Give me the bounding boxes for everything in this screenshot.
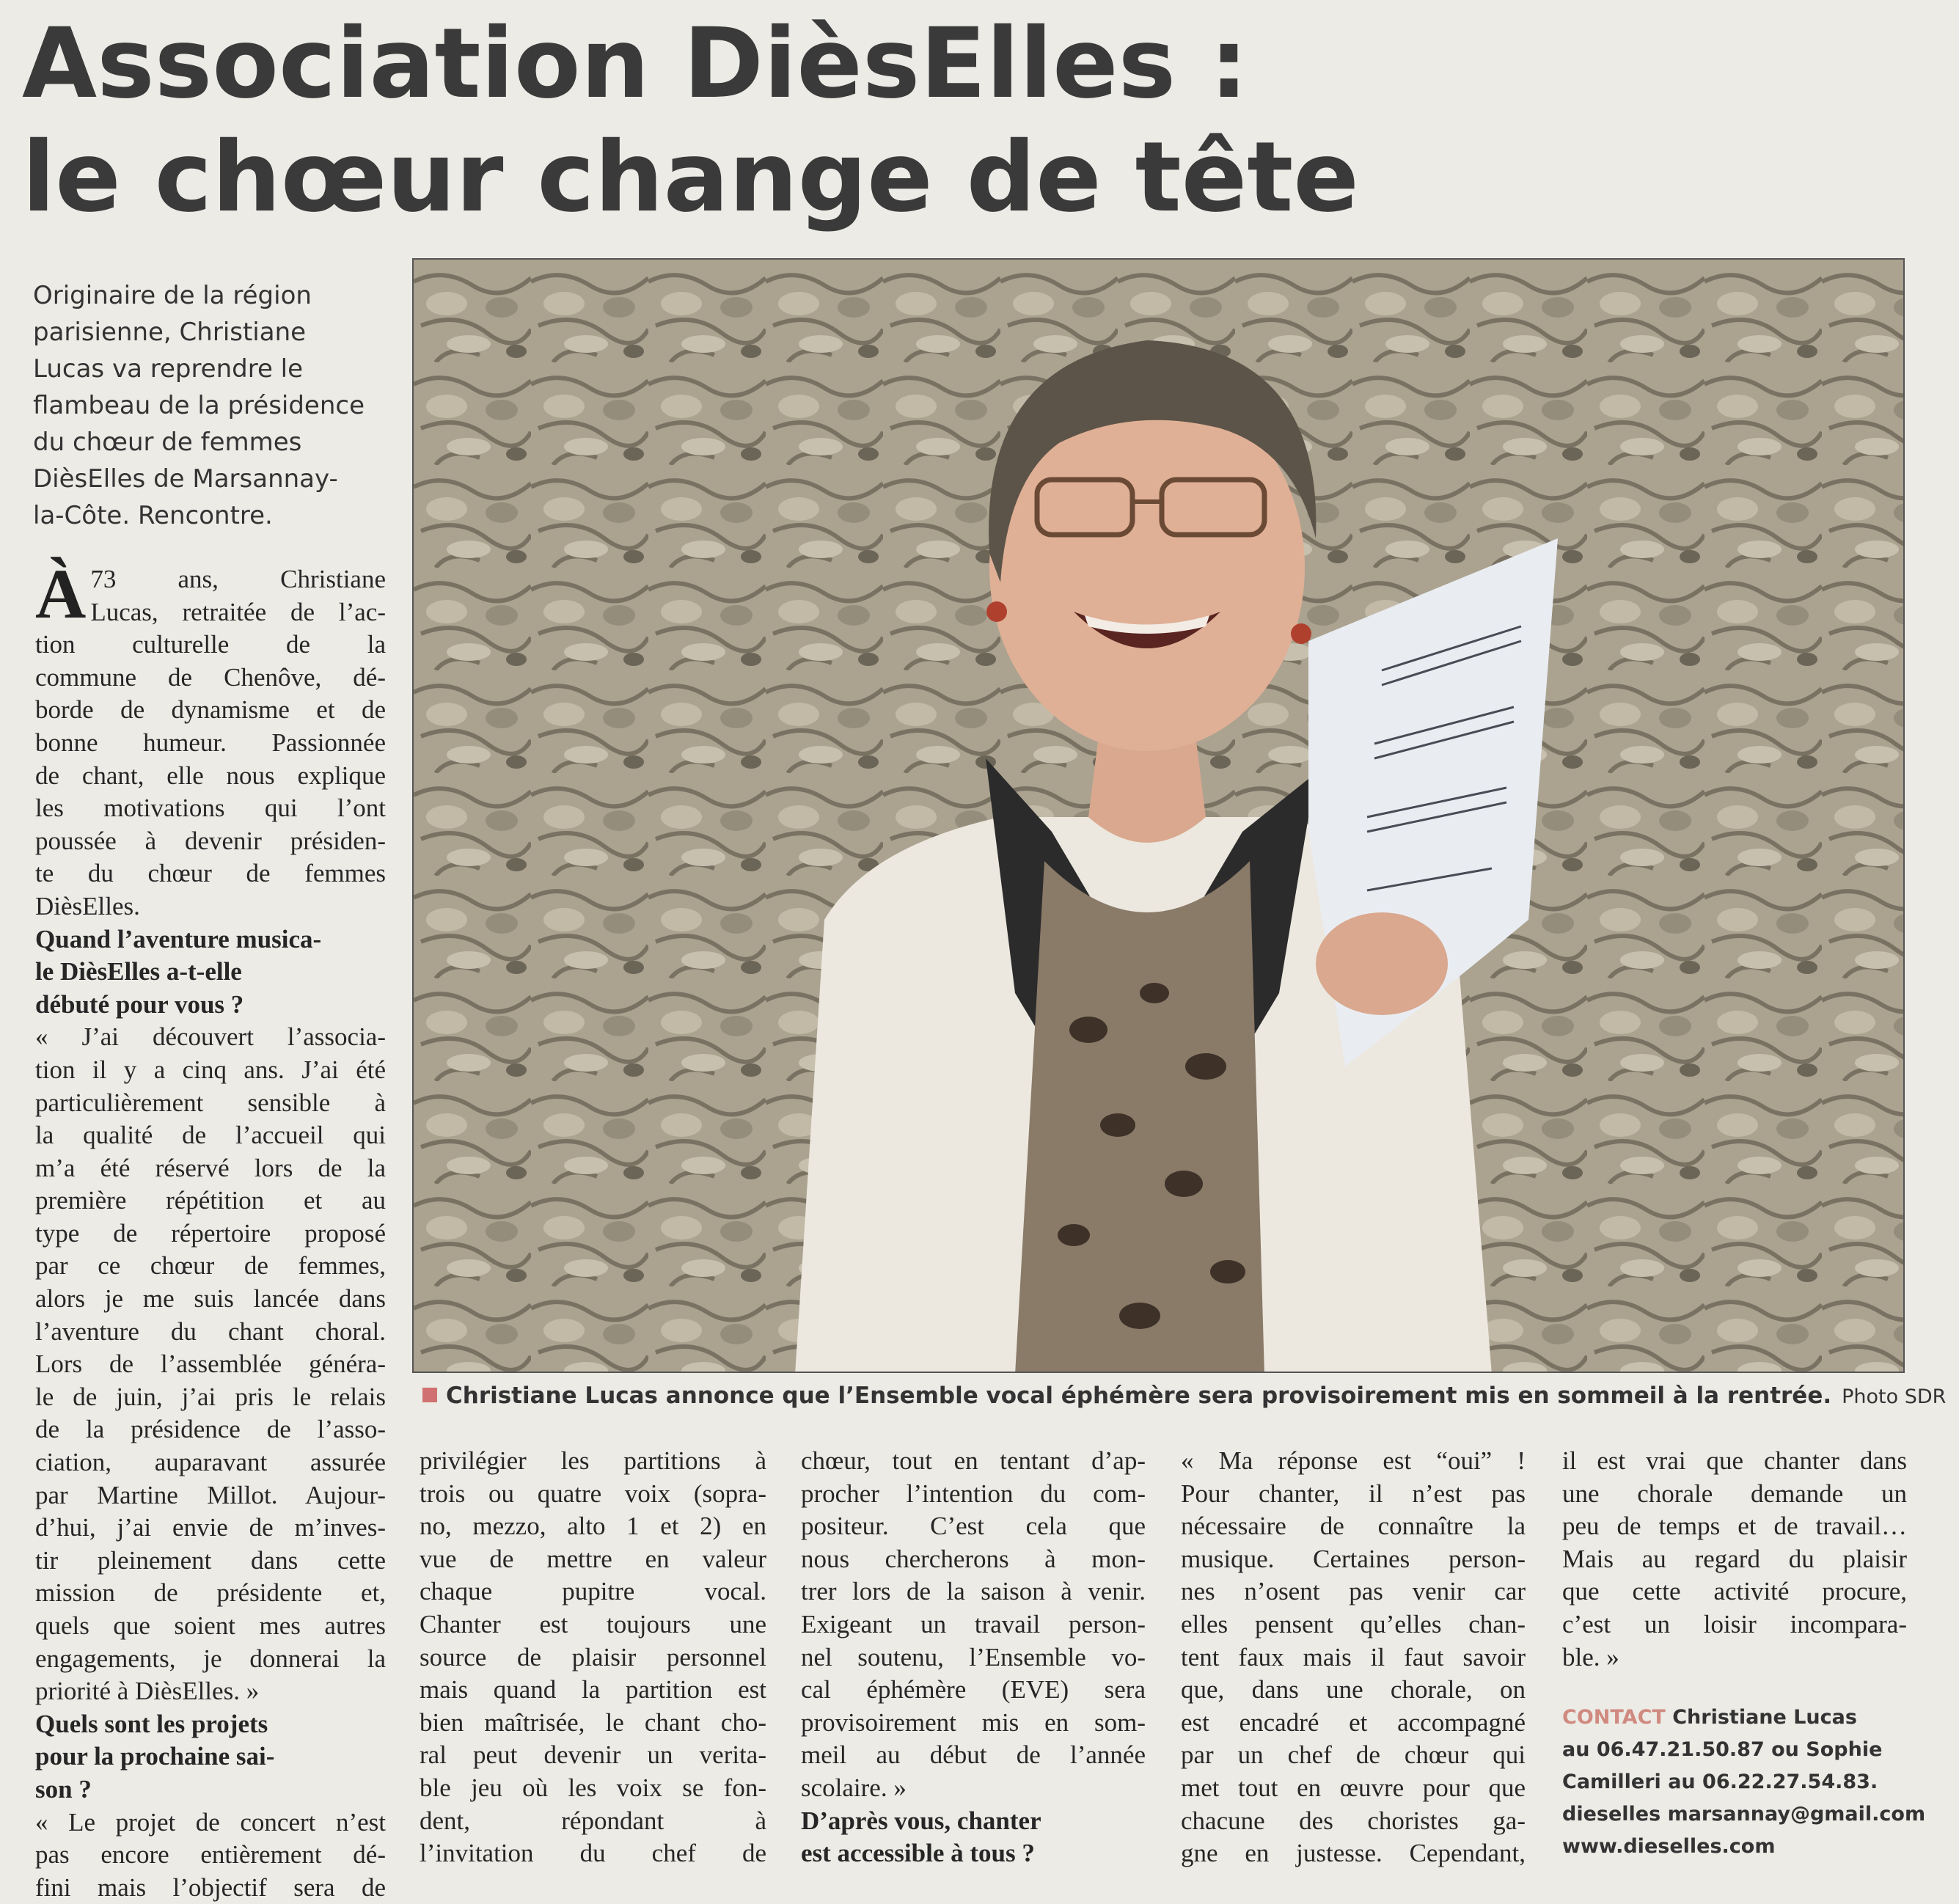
photo-credit: Photo SDR — [1842, 1385, 1947, 1408]
body-line: priorité à DièsElles. » — [35, 1677, 260, 1706]
headline-line-1: Association DièsElles : — [22, 7, 1248, 120]
article-column-5 — [1562, 1445, 1907, 1674]
contact-label: CONTACT — [1562, 1706, 1666, 1729]
body-line: bien maîtrisée, le chant cho- — [420, 1707, 766, 1737]
contact-phone-line: Camilleri au 06.22.27.54.83. — [1562, 1771, 1878, 1793]
body-line: Lors de l’assemblée généra- — [35, 1350, 386, 1379]
article-column-4 — [1181, 1445, 1526, 1870]
body-line: te du chœur de femmes — [35, 859, 386, 888]
article-photo — [412, 258, 1905, 1373]
dropcap: À — [35, 554, 87, 633]
body-line: nécessaire de connaître la — [1181, 1512, 1526, 1541]
portrait-illustration — [414, 260, 1905, 1373]
body-line: musique. Certaines person- — [1181, 1544, 1526, 1573]
body-line: commune de Chenôve, dé- — [35, 662, 386, 692]
body-line: particulièrement sensible à — [35, 1088, 386, 1117]
body-line: de chant, elle nous explique — [35, 761, 386, 790]
body-line: les motivations qui l’ont — [35, 794, 386, 823]
body-line: trois ou quatre voix (sopra- — [420, 1479, 766, 1508]
body-line: 73 ans, Christiane — [90, 565, 386, 593]
body-line: Mais au regard du plaisir — [1562, 1544, 1907, 1573]
body-line: Lucas, retraitée de l’ac- — [90, 597, 386, 626]
body-line: elles pensent qu’elles chan- — [1181, 1609, 1526, 1638]
body-line: ble. » — [1562, 1642, 1619, 1672]
lede-line: parisienne, Christiane — [33, 318, 307, 347]
body-line: quels que soient mes autres — [35, 1611, 386, 1640]
article-column-3 — [801, 1445, 1146, 1870]
body-line: procher l’intention du com- — [801, 1479, 1146, 1508]
interview-question: D’après vous, chanter — [801, 1806, 1041, 1835]
body-line: scolaire. » — [801, 1773, 907, 1802]
lede-line: Originaire de la région — [33, 281, 312, 310]
lede-line: la-Côte. Rencontre. — [33, 501, 273, 530]
interview-question: le DièsElles a-t-elle — [35, 957, 242, 986]
lede-line: du chœur de femmes — [33, 428, 302, 457]
body-line: « J’ai découvert l’associa- — [35, 1022, 386, 1052]
body-line: que cette activité procure, — [1562, 1577, 1907, 1606]
body-line: nous chercherons à mon- — [801, 1544, 1146, 1573]
body-line: l’invitation du chef de — [420, 1839, 766, 1868]
body-line: ciation, auparavant assurée — [35, 1448, 386, 1477]
body-line: DièsElles. — [35, 891, 140, 920]
body-line: nes n’osent pas venir car — [1181, 1577, 1526, 1606]
body-line: poussée à devenir présiden- — [35, 826, 386, 855]
body-line: engagements, je donnerai la — [35, 1644, 386, 1673]
body-line: tion culturelle de la — [35, 630, 386, 659]
contact-name: Christiane Lucas — [1672, 1706, 1857, 1729]
interview-question: Quand l’aventure musica- — [35, 924, 322, 953]
body-line: ral peut devenir un verita- — [420, 1740, 766, 1770]
headline-line-2: le chœur change de tête — [22, 121, 1359, 234]
body-line: première répétition et au — [35, 1186, 386, 1215]
body-line: chœur, tout en tentant d’ap- — [801, 1446, 1146, 1475]
body-line: le de juin, j’ai pris le relais — [35, 1382, 386, 1411]
body-line: par un chef de chœur qui — [1181, 1740, 1526, 1770]
body-line: borde de dynamisme et de — [35, 695, 386, 725]
body-line: met tout en œuvre pour que — [1181, 1773, 1526, 1802]
body-line: que, dans une chorale, on — [1181, 1675, 1526, 1705]
body-line: Pour chanter, il n’est pas — [1181, 1479, 1526, 1508]
body-line: par Martine Millot. Aujour- — [35, 1480, 386, 1509]
body-line: « Ma réponse est “oui” ! — [1181, 1446, 1526, 1475]
interview-question: son ? — [35, 1774, 92, 1804]
contact-email[interactable]: dieselles marsannay@gmail.com — [1562, 1803, 1926, 1826]
caption-marker — [422, 1388, 437, 1402]
contact-line — [1562, 1702, 1907, 1734]
body-line: no, mezzo, alto 1 et 2) en — [420, 1512, 766, 1541]
body-line: par ce chœur de femmes, — [35, 1251, 386, 1281]
body-line: ble jeu où les voix se fon- — [420, 1773, 766, 1802]
body-line: gne en justesse. Cependant, — [1181, 1839, 1526, 1868]
body-line: positeur. C’est cela que — [801, 1512, 1146, 1541]
body-line: m’a été réservé lors de la — [35, 1153, 386, 1182]
interview-question: est accessible à tous ? — [801, 1839, 1035, 1868]
interview-question: Quels sont les projets — [35, 1709, 268, 1738]
body-line: d’hui, j’ai envie de m’inves- — [35, 1513, 386, 1542]
article-headline — [22, 7, 1929, 235]
body-line: meil au début de l’année — [801, 1740, 1146, 1770]
body-line: vue de mettre en valeur — [420, 1544, 766, 1573]
contact-website[interactable]: www.dieselles.com — [1562, 1835, 1776, 1858]
lede-line: Lucas va reprendre le — [33, 354, 304, 384]
body-line: nel soutenu, l’Ensemble vo- — [801, 1642, 1146, 1672]
photo-caption — [422, 1383, 1947, 1409]
body-line: bonne humeur. Passionnée — [35, 728, 386, 757]
body-line: mais quand la partition est — [420, 1675, 766, 1705]
lede-line: flambeau de la présidence — [33, 391, 365, 420]
lede-line: DièsElles de Marsannay- — [33, 464, 338, 494]
contact-phone-line: au 06.47.21.50.87 ou Sophie — [1562, 1738, 1883, 1761]
body-line: privilégier les partitions à — [420, 1446, 766, 1475]
body-line: de la présidence de l’asso- — [35, 1415, 386, 1444]
body-line: Chanter est toujours une — [420, 1609, 766, 1638]
body-line: une chorale demande un — [1562, 1479, 1907, 1508]
body-line: cal éphémère (EVE) sera — [801, 1675, 1146, 1705]
body-line: dent, répondant à — [420, 1806, 766, 1835]
article-column-1 — [35, 554, 386, 1904]
caption-text: Christiane Lucas annonce que l’Ensemble vocal éphémère sera provisoirement mis en sommeil à la rentrée. — [446, 1383, 1832, 1409]
body-line: la qualité de l’accueil qui — [35, 1121, 386, 1150]
body-line: source de plaisir personnel — [420, 1642, 766, 1672]
body-line: chacune des choristes ga- — [1181, 1806, 1526, 1835]
body-line: fini mais l’objectif sera de — [35, 1872, 386, 1902]
article-column-2 — [420, 1445, 766, 1870]
article-lede — [33, 277, 385, 534]
body-line: tion il y a cinq ans. J’ai été — [35, 1055, 386, 1084]
body-line: mission de présidente et, — [35, 1578, 386, 1608]
body-line: pas encore entièrement dé- — [35, 1840, 386, 1870]
body-line: il est vrai que chanter dans — [1562, 1446, 1907, 1475]
body-line: l’aventure du chant choral. — [35, 1317, 386, 1346]
body-line: alors je me suis lancée dans — [35, 1284, 386, 1314]
interview-question: pour la prochaine sai- — [35, 1742, 275, 1771]
body-line: Exigeant un travail person- — [801, 1609, 1146, 1638]
interview-question: débuté pour vous ? — [35, 989, 244, 1019]
body-line: trer lors de la saison à venir. — [801, 1577, 1146, 1606]
body-line: peu de temps et de travail… — [1562, 1512, 1907, 1541]
body-line: est encadré et accompagné — [1181, 1707, 1526, 1737]
contact-box — [1562, 1702, 1926, 1863]
body-line: tent faux mais il faut savoir — [1181, 1642, 1526, 1672]
body-line: « Le projet de concert n’est — [35, 1807, 386, 1837]
body-line: chaque pupitre vocal. — [420, 1577, 766, 1606]
body-line: type de répertoire proposé — [35, 1218, 386, 1248]
body-line: c’est un loisir incompara- — [1562, 1609, 1907, 1638]
body-line: tir pleinement dans cette — [35, 1545, 386, 1575]
body-line: provisoirement mis en som- — [801, 1707, 1146, 1737]
